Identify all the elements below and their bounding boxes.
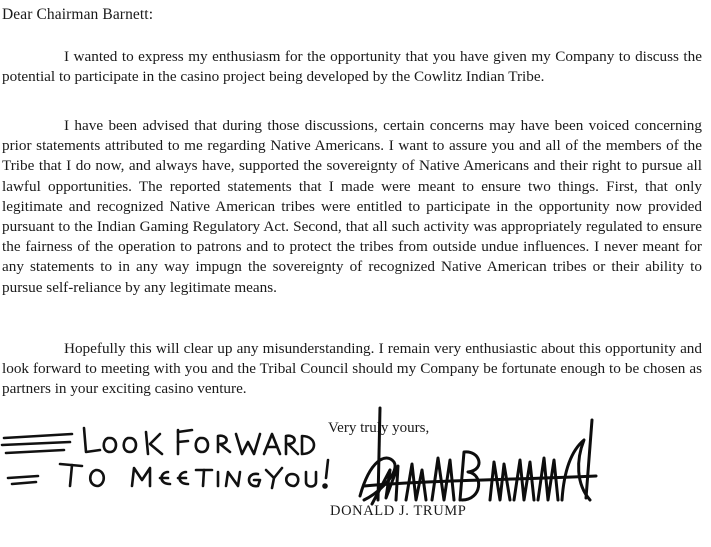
paragraph-body: I have been advised that during those discussions, certain concerns may have been voiced concerning prior statements attributed to me regarding Native Americans. I want to assure you and all of the members of the Tribe that I do now, and always have, supported the sovereignty of Native Americans and their right to pursue all lawful opportunities. The reported statements that I made were meant to ensure two things. First, that only legitimate and recognized Native American tribes were entitled to participate in the opportunity now provided pursuant to the Indian Gaming Regulatory Act. Second, that all such activity was appropriately regulated to ensure the fairness of the operation to patrons and to protect the tribes from outside undue influences. I never meant for any statements to in any way impugn the sovereignty of recognized Native American tribes or their ability to pursue self-reliance by any legitimate means. (2, 117, 702, 296)
handwritten-note (0, 420, 340, 510)
closing-phrase: Very truly yours, (328, 420, 430, 436)
salutation: Dear Chairman Barnett: (2, 6, 154, 23)
paragraph-intro: I wanted to express my enthusiasm for the opportunity that you have given my Company to discuss the potential to participate in the casino project being developed by the Cowlitz Indian Tribe. (2, 48, 702, 86)
signature (350, 400, 605, 515)
signer-name: DONALD J. TRUMP (330, 503, 467, 519)
paragraph-closing: Hopefully this will clear up any misunderstanding. I remain very enthusiastic about this opportunity and look forward to meeting with you and the Tribal Council should my Company be fortunate enough to be chosen as partners in your exciting casino venture. (2, 340, 702, 398)
